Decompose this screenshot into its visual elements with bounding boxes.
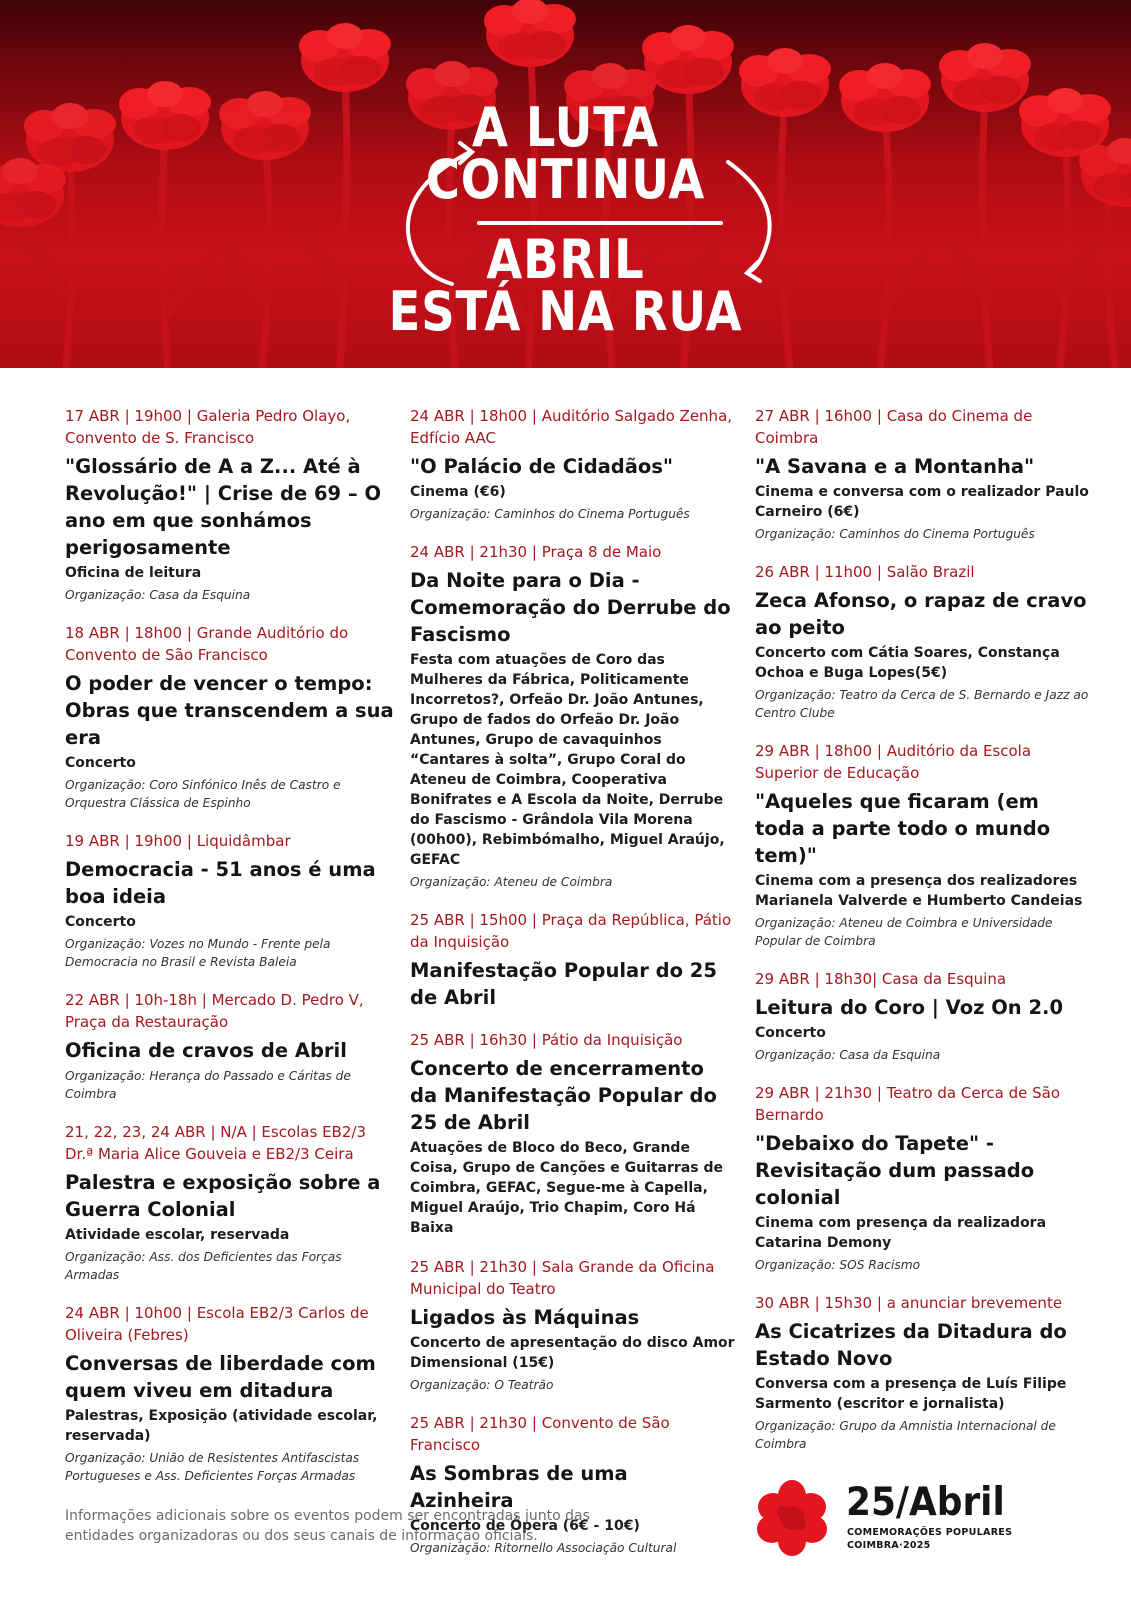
event-item (65, 405, 395, 604)
event-title: Democracia - 51 anos é uma boa ideia (65, 858, 376, 908)
event-title: "Debaixo do Tapete" - Revisitação dum passado colonial (755, 1132, 1035, 1209)
event-meta: 30 ABR | 15h30 | a anunciar brevemente (755, 1294, 1063, 1312)
event-item (410, 909, 735, 1011)
event-title: O poder de vencer o tempo: Obras que transcendem a sua era (65, 672, 394, 749)
event-column-3 (755, 405, 1090, 1471)
event-organization: Organização: O Teatrão (410, 1378, 554, 1392)
event-item (755, 561, 1090, 722)
event-description: Oficina de leitura (65, 565, 202, 581)
event-item (65, 622, 395, 812)
event-description: Cinema e conversa com o realizador Paulo Carneiro (6€) (755, 484, 1089, 520)
event-column-1 (65, 405, 395, 1503)
logo-year: COIMBRA·2025 (847, 1540, 931, 1551)
event-meta: 25 ABR | 16h30 | Pátio da Inquisição (410, 1031, 683, 1049)
carnation-logo-icon (752, 1478, 832, 1558)
event-title: As Sombras de uma Azinheira (410, 1462, 628, 1512)
event-meta: 29 ABR | 21h30 | Teatro da Cerca de São Bernardo (755, 1084, 1061, 1124)
title-line-2: CONTINUA (425, 148, 706, 211)
event-item (755, 740, 1090, 950)
event-organization: Organização: Caminhos do Cinema Português (755, 527, 1035, 541)
event-title: "O Palácio de Cidadãos" (410, 455, 674, 478)
title-line-4: ESTÁ NA RUA (388, 280, 743, 343)
event-meta: 25 ABR | 21h30 | Convento de São Francisco (410, 1414, 670, 1454)
event-item (65, 989, 395, 1103)
event-item (65, 830, 395, 971)
event-meta: 18 ABR | 18h00 | Grande Auditório do Convento de São Francisco (65, 624, 349, 664)
event-description: Concerto com Cátia Soares, Constança Ochoa e Buga Lopes(5€) (755, 645, 1060, 681)
event-meta: 24 ABR | 18h00 | Auditório Salgado Zenha, Edfício AAC (410, 407, 733, 447)
event-description: Festa com atuações de Coro das Mulheres da Fábrica, Politicamente Incorretos?, Orfeão Dr. João Antunes, Grupo de fados do Orfeão Dr. João Antunes, Grupo de cavaquinhos “Cantares à solta”, Grupo Coral do Ateneu de Coimbra, Cooperativa Bonifrates e A Escola da Noite, Derrube do Fascismo - Grândola Vila Morena (00h00), Rebimbómalho, Miguel Araújo, GEFAC (410, 652, 725, 868)
event-organization: Organização: Ateneu de Coimbra e Universidade Popular de Coimbra (755, 916, 1053, 948)
event-description: Atuações de Bloco do Beco, Grande Coisa, Grupo de Canções e Guitarras de Coimbra, GEFAC, Segue-me à Capella, Miguel Araújo, Trio Chapim, Coro Há Baixa (410, 1140, 723, 1236)
event-title: Concerto de encerramento da Manifestação Popular do 25 de Abril (410, 1057, 717, 1134)
event-title: Palestra e exposição sobre a Guerra Colonial (65, 1171, 381, 1221)
event-organization: Organização: Ass. dos Deficientes das Forças Armadas (65, 1250, 342, 1282)
event-title: Leitura do Coro | Voz On 2.0 (755, 996, 1064, 1019)
event-meta: 21, 22, 23, 24 ABR | N/A | Escolas EB2/3 Dr.ª Maria Alice Gouveia e EB2/3 Ceira (65, 1123, 366, 1163)
event-organization: Organização: União de Resistentes Antifascistas Portugueses e Ass. Deficientes Forças Armadas (65, 1451, 360, 1483)
event-organization: Organização: Teatro da Cerca de S. Bernardo e Jazz ao Centro Clube (755, 688, 1089, 720)
event-organization: Organização: Ritornello Associação Cultural (410, 1541, 677, 1555)
event-title: Da Noite para o Dia - Comemoração do Derrube do Fascismo (410, 569, 731, 646)
event-meta: 24 ABR | 21h30 | Praça 8 de Maio (410, 543, 662, 561)
event-description: Concerto (65, 755, 136, 771)
event-item (755, 968, 1090, 1064)
event-meta: 25 ABR | 15h00 | Praça da República, Pátio da Inquisição (410, 911, 732, 951)
event-meta: 29 ABR | 18h30| Casa da Esquina (755, 970, 1007, 988)
event-organization: Organização: Herança do Passado e Cáritas de Coimbra (65, 1069, 351, 1101)
event-meta: 29 ABR | 18h00 | Auditório da Escola Superior de Educação (755, 742, 1032, 782)
event-column-2 (410, 405, 735, 1575)
event-title: As Cicatrizes da Ditadura do Estado Novo (755, 1320, 1067, 1370)
event-item (65, 1302, 395, 1485)
event-item (65, 1121, 395, 1284)
footer-note: Informações adicionais sobre os eventos podem ser encontradas junto das entidades organizadoras ou dos seus canais de informação oficiais. (65, 1508, 590, 1544)
event-description: Cinema (€6) (410, 484, 506, 500)
event-item (410, 1256, 735, 1394)
event-description: Cinema com presença da realizadora Catarina Demony (755, 1215, 1047, 1251)
event-meta: 25 ABR | 21h30 | Sala Grande da Oficina Municipal do Teatro (410, 1258, 715, 1298)
event-title: "Aqueles que ficaram (em toda a parte todo o mundo tem)" (755, 790, 1051, 867)
event-title: Manifestação Popular do 25 de Abril (410, 959, 717, 1009)
event-item (410, 1029, 735, 1238)
event-item (755, 405, 1090, 543)
event-meta: 22 ABR | 10h-18h | Mercado D. Pedro V, Praça da Restauração (65, 991, 364, 1031)
event-title: Conversas de liberdade com quem viveu em ditadura (65, 1352, 376, 1402)
event-item (410, 405, 735, 523)
event-organization: Organização: Coro Sinfónico Inês de Castro e Orquestra Clássica de Espinho (65, 778, 341, 810)
event-organization: Organização: Caminhos do Cinema Português (410, 507, 690, 521)
event-organization: Organização: SOS Racismo (755, 1258, 921, 1272)
event-description: Cinema com a presença dos realizadores Marianela Valverde e Humberto Candeias (755, 873, 1083, 909)
event-item (755, 1082, 1090, 1274)
event-organization: Organização: Casa da Esquina (755, 1048, 941, 1062)
event-meta: 19 ABR | 19h00 | Liquidâmbar (65, 832, 291, 850)
event-meta: 24 ABR | 10h00 | Escola EB2/3 Carlos de Oliveira (Febres) (65, 1304, 369, 1344)
event-description: Concerto (755, 1025, 826, 1041)
event-organization: Organização: Vozes no Mundo - Frente pela Democracia no Brasil e Revista Baleia (65, 937, 331, 969)
event-item (410, 541, 735, 891)
event-description: Concerto de Ópera (6€ - 10€) (410, 1518, 640, 1534)
event-meta: 26 ABR | 11h00 | Salão Brazil (755, 563, 975, 581)
event-description: Atividade escolar, reservada (65, 1227, 290, 1243)
event-title: Ligados às Máquinas (410, 1306, 640, 1329)
title-line-3: ABRIL (486, 228, 645, 291)
event-organization: Organização: Casa da Esquina (65, 588, 251, 602)
event-organization: Organização: Grupo da Amnistia Internacional de Coimbra (755, 1419, 1056, 1451)
event-title: "A Savana e a Montanha" (755, 455, 1035, 478)
event-meta: 27 ABR | 16h00 | Casa do Cinema de Coimbra (755, 407, 1033, 447)
event-organization: Organização: Ateneu de Coimbra (410, 875, 613, 889)
event-description: Palestras, Exposição (atividade escolar, reservada) (65, 1408, 378, 1444)
event-title: Zeca Afonso, o rapaz de cravo ao peito (755, 589, 1087, 639)
event-description: Concerto (65, 914, 136, 930)
event-description: Conversa com a presença de Luís Filipe Sarmento (escritor e jornalista) (755, 1376, 1067, 1412)
title-line-1: A LUTA (472, 96, 659, 159)
event-title: "Glossário de A a Z... Até à Revolução!" | Crise de 69 – O ano em que sonhámos perigosamente (65, 455, 382, 559)
title-divider (477, 221, 723, 225)
logo-subtitle: COMEMORAÇÕES POPULARES (847, 1527, 1013, 1538)
event-description: Concerto de apresentação do disco Amor Dimensional (15€) (410, 1335, 735, 1371)
header-banner (0, 0, 1131, 368)
logo-title: 25/Abril (846, 1480, 1005, 1525)
event-item (755, 1292, 1090, 1453)
event-title: Oficina de cravos de Abril (65, 1039, 347, 1062)
event-meta: 17 ABR | 19h00 | Galeria Pedro Olayo, Convento de S. Francisco (65, 407, 351, 447)
